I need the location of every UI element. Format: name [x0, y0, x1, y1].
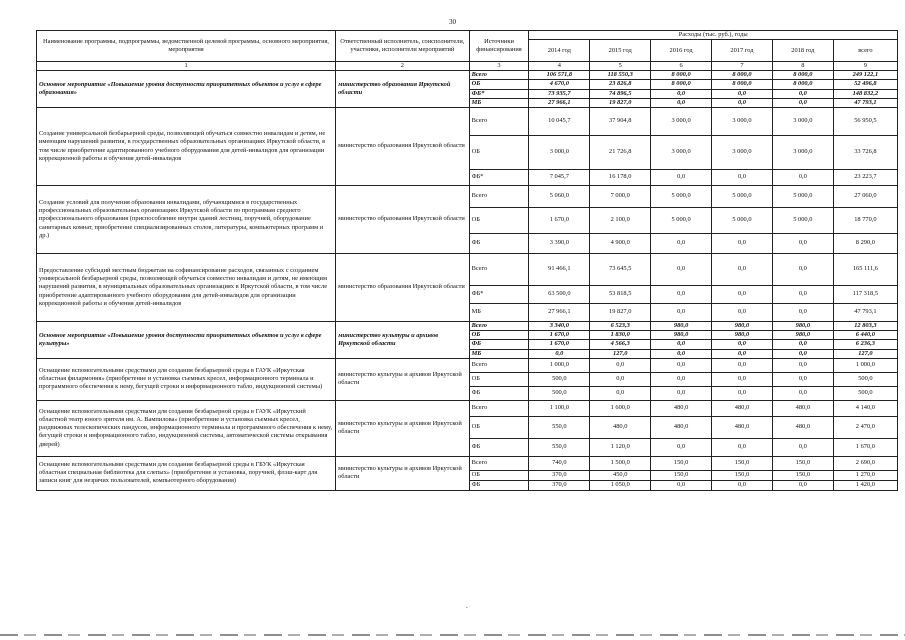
executor: министерство культуры и архивов Иркутской области [336, 456, 470, 490]
expense-value: 0,0 [772, 89, 833, 98]
total-value: 1 420,0 [833, 480, 897, 490]
expense-value: 5 000,0 [712, 186, 773, 208]
total-value: 148 832,2 [833, 89, 897, 98]
expense-value: 0,0 [712, 349, 773, 358]
expense-value: 8 000,0 [772, 71, 833, 80]
total-value: 18 770,0 [833, 208, 897, 234]
executor: министерство образования Иркутской области [336, 108, 470, 186]
column-index: 1 [37, 62, 336, 71]
total-value: 117 318,5 [833, 286, 897, 304]
funding-source: ФБ* [469, 286, 529, 304]
expense-value: 1 050,0 [590, 480, 651, 490]
expense-value: 550,0 [529, 416, 590, 438]
expense-value: 0,0 [772, 98, 833, 107]
expense-value: 0,0 [772, 372, 833, 386]
expense-value: 480,0 [651, 400, 712, 416]
activity-name: Создание условий для получения образования инвалидами, обучающимися в государственных профессиональных образовательных организациях Иркутской области по программам среднего профессионального образования (приспособление внутри зданий лестниц, поручней, оборудование санитарных комнат, приобретение специализированных столов, литературы, компьютерных программ и др.) [37, 186, 336, 254]
expense-value: 370,0 [529, 470, 590, 480]
funding-source: ФБ [469, 340, 529, 349]
expense-value: 0,0 [712, 372, 773, 386]
total-value: 1 670,0 [833, 438, 897, 456]
column-index: 3 [469, 62, 529, 71]
total-value: 23 223,7 [833, 170, 897, 186]
funding-source: Всего [469, 254, 529, 286]
funding-source: ОБ [469, 470, 529, 480]
total-value: 56 950,5 [833, 108, 897, 136]
expense-value: 3 000,0 [712, 136, 773, 170]
expense-value: 740,0 [529, 456, 590, 470]
expense-value: 19 827,0 [590, 98, 651, 107]
header-year: 2017 год [712, 40, 773, 62]
expense-value: 980,0 [712, 331, 773, 340]
total-value: 47 793,1 [833, 304, 897, 322]
funding-source: Всего [469, 186, 529, 208]
expense-value: 0,0 [651, 349, 712, 358]
expense-value: 0,0 [712, 170, 773, 186]
table-row [37, 71, 898, 80]
expense-value: 73 645,5 [590, 254, 651, 286]
column-index: 5 [590, 62, 651, 71]
expense-value: 0,0 [712, 358, 773, 372]
funding-source: Всего [469, 71, 529, 80]
expense-value: 5 060,0 [529, 186, 590, 208]
table-row [37, 456, 898, 470]
total-value: 6 236,3 [833, 340, 897, 349]
expense-value: 0,0 [772, 386, 833, 400]
funding-source: ОБ [469, 136, 529, 170]
expense-value: 8 000,0 [651, 80, 712, 89]
expense-value: 0,0 [651, 286, 712, 304]
activity-name: Предоставление субсидий местным бюджетам на софинансирование расходов, связанных с созданием универсальной безбарьерной среды, позволяющей обучаться совместно инвалидам и детям, не имеющим нарушений развития, в муниципальных образовательных организациях в Иркутской области, в том числе приобретение адаптированного учебного оборудования для детей-инвалидов для организации коррекционной работы и обучения детей-инвалидов [37, 254, 336, 322]
expense-value: 0,0 [712, 254, 773, 286]
funding-source: ОБ [469, 416, 529, 438]
expense-value: 91 466,1 [529, 254, 590, 286]
total-value: 12 803,3 [833, 322, 897, 331]
expense-value: 5 000,0 [772, 208, 833, 234]
funding-source: ОБ [469, 80, 529, 89]
expense-value: 7 045,7 [529, 170, 590, 186]
total-value: 1 270,0 [833, 470, 897, 480]
funding-source: Всего [469, 358, 529, 372]
expense-value: 37 904,8 [590, 108, 651, 136]
expense-value: 8 000,0 [712, 71, 773, 80]
expense-value: 150,0 [651, 456, 712, 470]
expense-value: 980,0 [651, 331, 712, 340]
expense-value: 3 000,0 [772, 136, 833, 170]
header-year: 2018 год [772, 40, 833, 62]
header-year: 2014 год [529, 40, 590, 62]
expense-value: 0,0 [772, 340, 833, 349]
column-index: 6 [651, 62, 712, 71]
expense-value: 980,0 [772, 322, 833, 331]
executor: министерство культуры и архивов Иркутской области [336, 322, 470, 359]
total-value: 165 111,6 [833, 254, 897, 286]
expense-value: 0,0 [651, 480, 712, 490]
total-value: 6 440,0 [833, 331, 897, 340]
expense-value: 21 726,8 [590, 136, 651, 170]
expense-value: 5 000,0 [651, 186, 712, 208]
expense-value: 2 100,0 [590, 208, 651, 234]
expense-value: 150,0 [772, 470, 833, 480]
expense-value: 980,0 [772, 331, 833, 340]
expense-value: 0,0 [712, 480, 773, 490]
total-value: 2 470,0 [833, 416, 897, 438]
expense-value: 150,0 [772, 456, 833, 470]
table-row [37, 358, 898, 372]
expense-value: 480,0 [712, 416, 773, 438]
expense-value: 0,0 [651, 340, 712, 349]
expense-value: 0,0 [772, 170, 833, 186]
expense-value: 1 600,0 [590, 400, 651, 416]
expense-value: 0,0 [772, 254, 833, 286]
expense-value: 480,0 [712, 400, 773, 416]
expense-value: 0,0 [651, 358, 712, 372]
activity-name: Создание универсальной безбарьерной среды, позволяющей обучаться совместно инвалидам и детям, не имеющим нарушений развития, в государственных образовательных организациях Иркутской области, в том числе приобретение адаптированного учебного оборудования для детей-инвалидов для организации коррекционной работы и обучения детей-инвалидов [37, 108, 336, 186]
header-expenses: Расходы (тыс. руб.), годы [529, 31, 898, 40]
funding-source: МБ [469, 349, 529, 358]
expense-value: 6 523,3 [590, 322, 651, 331]
expense-value: 53 818,5 [590, 286, 651, 304]
expense-value: 8 000,0 [651, 71, 712, 80]
funding-source: ФБ [469, 438, 529, 456]
expense-value: 1 000,0 [529, 358, 590, 372]
expense-value: 0,0 [712, 386, 773, 400]
expense-value: 0,0 [772, 358, 833, 372]
expense-value: 19 827,0 [590, 304, 651, 322]
funding-source: ФБ* [469, 170, 529, 186]
expense-value: 480,0 [772, 416, 833, 438]
expense-value: 980,0 [651, 322, 712, 331]
expense-value: 0,0 [651, 89, 712, 98]
header-year: 2015 год [590, 40, 651, 62]
funding-source: Всего [469, 322, 529, 331]
expense-value: 0,0 [772, 438, 833, 456]
expense-value: 0,0 [651, 372, 712, 386]
executor: министерство образования Иркутской области [336, 254, 470, 322]
total-value: 8 290,0 [833, 234, 897, 254]
expense-value: 480,0 [772, 400, 833, 416]
funding-source: ОБ [469, 331, 529, 340]
table-row [37, 322, 898, 331]
expense-value: 0,0 [772, 480, 833, 490]
executor: министерство образования Иркутской области [336, 186, 470, 254]
expense-value: 1 100,0 [529, 400, 590, 416]
expense-value: 0,0 [712, 340, 773, 349]
expense-value: 0,0 [590, 358, 651, 372]
funding-source: Всего [469, 400, 529, 416]
header-year: 2016 год [651, 40, 712, 62]
expense-value: 8 000,0 [772, 80, 833, 89]
table-row [37, 108, 898, 136]
activity-name: Оснащение вспомогательными средствами для создания безбарьерной среды в ГАУК «Иркутский областной театр юного зрителя им. А. Вампилова» (приобретение и установка съемных кресел, раздвижных телескопических пандусов, информационного терминала и программного обеспечения к нему, бегущей строки и информационного табло, индукционной системы, автоматической системы открывания дверей) [37, 400, 336, 456]
total-value: 1 000,0 [833, 358, 897, 372]
header-name: Наименование программы, подпрограммы, ведомственной целевой программы, основного мероприятия, мероприятия [37, 31, 336, 62]
expense-value: 3 000,0 [651, 108, 712, 136]
expense-value: 150,0 [712, 456, 773, 470]
expense-value: 5 000,0 [772, 186, 833, 208]
expense-value: 0,0 [590, 386, 651, 400]
total-value: 33 726,8 [833, 136, 897, 170]
total-value: 52 496,8 [833, 80, 897, 89]
expense-value: 500,0 [529, 386, 590, 400]
funding-source: ФБ [469, 386, 529, 400]
funding-source: ФБ [469, 480, 529, 490]
expense-value: 5 000,0 [651, 208, 712, 234]
total-value: 4 140,0 [833, 400, 897, 416]
expense-value: 23 826,8 [590, 80, 651, 89]
expense-value: 0,0 [712, 98, 773, 107]
funding-source: ОБ [469, 208, 529, 234]
activity-name: Оснащение вспомогательными средствами для создания безбарьерной среды в ГБУК «Иркутская областная специальная библиотека для слепых» (приобретение и установка, поручней, флэш-карт для записи книг для незрячих пользователей, компьютерного оборудования) [37, 456, 336, 490]
expense-value: 3 000,0 [529, 136, 590, 170]
expense-value: 0,0 [529, 349, 590, 358]
expense-value: 0,0 [651, 98, 712, 107]
table-row [37, 254, 898, 286]
expense-value: 0,0 [772, 286, 833, 304]
expense-value: 106 571,8 [529, 71, 590, 80]
expense-value: 10 045,7 [529, 108, 590, 136]
header-source: Источники финансирования [469, 31, 529, 62]
expense-value: 0,0 [712, 438, 773, 456]
expense-value: 8 000,0 [712, 80, 773, 89]
expense-value: 4 900,0 [590, 234, 651, 254]
scan-edge [0, 634, 905, 636]
expense-value: 0,0 [651, 254, 712, 286]
budget-table [36, 30, 898, 491]
expense-value: 1 830,0 [590, 331, 651, 340]
expense-value: 0,0 [772, 349, 833, 358]
expense-value: 1 670,0 [529, 331, 590, 340]
main-activity-name: Основное мероприятие «Повышение уровня доступности приоритетных объектов и услуг в сфере образования» [37, 71, 336, 108]
expense-value: 3 390,0 [529, 234, 590, 254]
expense-value: 1 670,0 [529, 208, 590, 234]
expense-value: 118 550,3 [590, 71, 651, 80]
expense-value: 127,0 [590, 349, 651, 358]
expense-value: 0,0 [651, 386, 712, 400]
expense-value: 5 000,0 [712, 208, 773, 234]
column-index: 9 [833, 62, 897, 71]
funding-source: МБ [469, 98, 529, 107]
funding-source: ФБ [469, 234, 529, 254]
expense-value: 3 000,0 [651, 136, 712, 170]
total-value: 47 793,1 [833, 98, 897, 107]
expense-value: 370,0 [529, 480, 590, 490]
page-number: 30 [449, 18, 456, 26]
footer-mark: . [466, 602, 468, 610]
expense-value: 27 966,1 [529, 304, 590, 322]
header-year: всего [833, 40, 897, 62]
funding-source: ОБ [469, 372, 529, 386]
expense-value: 450,0 [590, 470, 651, 480]
expense-value: 3 000,0 [772, 108, 833, 136]
expense-value: 74 896,5 [590, 89, 651, 98]
activity-name: Оснащение вспомогательными средствами для создания безбарьерной среды в ГАУК «Иркутская областная филармония» (приобретение и установка съемных кресел, информационного терминала и программного обеспечения к нему, бегущей строки и информационного табло, индукционной системы) [37, 358, 336, 400]
expense-value: 0,0 [651, 170, 712, 186]
expense-value: 4 670,0 [529, 80, 590, 89]
expense-value: 0,0 [651, 304, 712, 322]
table-row [37, 400, 898, 416]
expense-value: 1 500,0 [590, 456, 651, 470]
main-activity-name: Основное мероприятие «Повышение уровня доступности приоритетных объектов и услуг в сфере культуры» [37, 322, 336, 359]
expense-value: 980,0 [712, 322, 773, 331]
expense-value: 27 966,1 [529, 98, 590, 107]
header-executor: Ответственный исполнитель, соисполнители, участники, исполнители мероприятий [336, 31, 470, 62]
expense-value: 0,0 [712, 89, 773, 98]
expense-value: 3 000,0 [712, 108, 773, 136]
expense-value: 4 566,3 [590, 340, 651, 349]
total-value: 249 122,1 [833, 71, 897, 80]
column-index: 2 [336, 62, 470, 71]
expense-value: 150,0 [651, 470, 712, 480]
funding-source: МБ [469, 304, 529, 322]
funding-source: Всего [469, 456, 529, 470]
expense-value: 0,0 [772, 304, 833, 322]
expense-value: 500,0 [529, 372, 590, 386]
expense-value: 480,0 [651, 416, 712, 438]
expense-value: 73 935,7 [529, 89, 590, 98]
expense-value: 0,0 [712, 286, 773, 304]
expense-value: 0,0 [590, 372, 651, 386]
expense-value: 63 500,0 [529, 286, 590, 304]
expense-value: 0,0 [651, 438, 712, 456]
total-value: 500,0 [833, 386, 897, 400]
executor: министерство культуры и архивов Иркутской области [336, 358, 470, 400]
table-row [37, 186, 898, 208]
funding-source: ФБ* [469, 89, 529, 98]
total-value: 27 060,0 [833, 186, 897, 208]
column-index: 7 [712, 62, 773, 71]
expense-value: 1 670,0 [529, 340, 590, 349]
column-index: 4 [529, 62, 590, 71]
executor: министерство культуры и архивов Иркутской области [336, 400, 470, 456]
executor: министерство образования Иркутской области [336, 71, 470, 108]
expense-value: 0,0 [772, 234, 833, 254]
expense-value: 480,0 [590, 416, 651, 438]
expense-value: 0,0 [712, 234, 773, 254]
total-value: 127,0 [833, 349, 897, 358]
expense-value: 0,0 [712, 304, 773, 322]
column-index: 8 [772, 62, 833, 71]
funding-source: Всего [469, 108, 529, 136]
expense-value: 550,0 [529, 438, 590, 456]
expense-value: 0,0 [651, 234, 712, 254]
total-value: 2 690,0 [833, 456, 897, 470]
expense-value: 16 178,0 [590, 170, 651, 186]
total-value: 500,0 [833, 372, 897, 386]
expense-value: 3 340,0 [529, 322, 590, 331]
expense-value: 1 120,0 [590, 438, 651, 456]
expense-value: 150,0 [712, 470, 773, 480]
expense-value: 7 000,0 [590, 186, 651, 208]
